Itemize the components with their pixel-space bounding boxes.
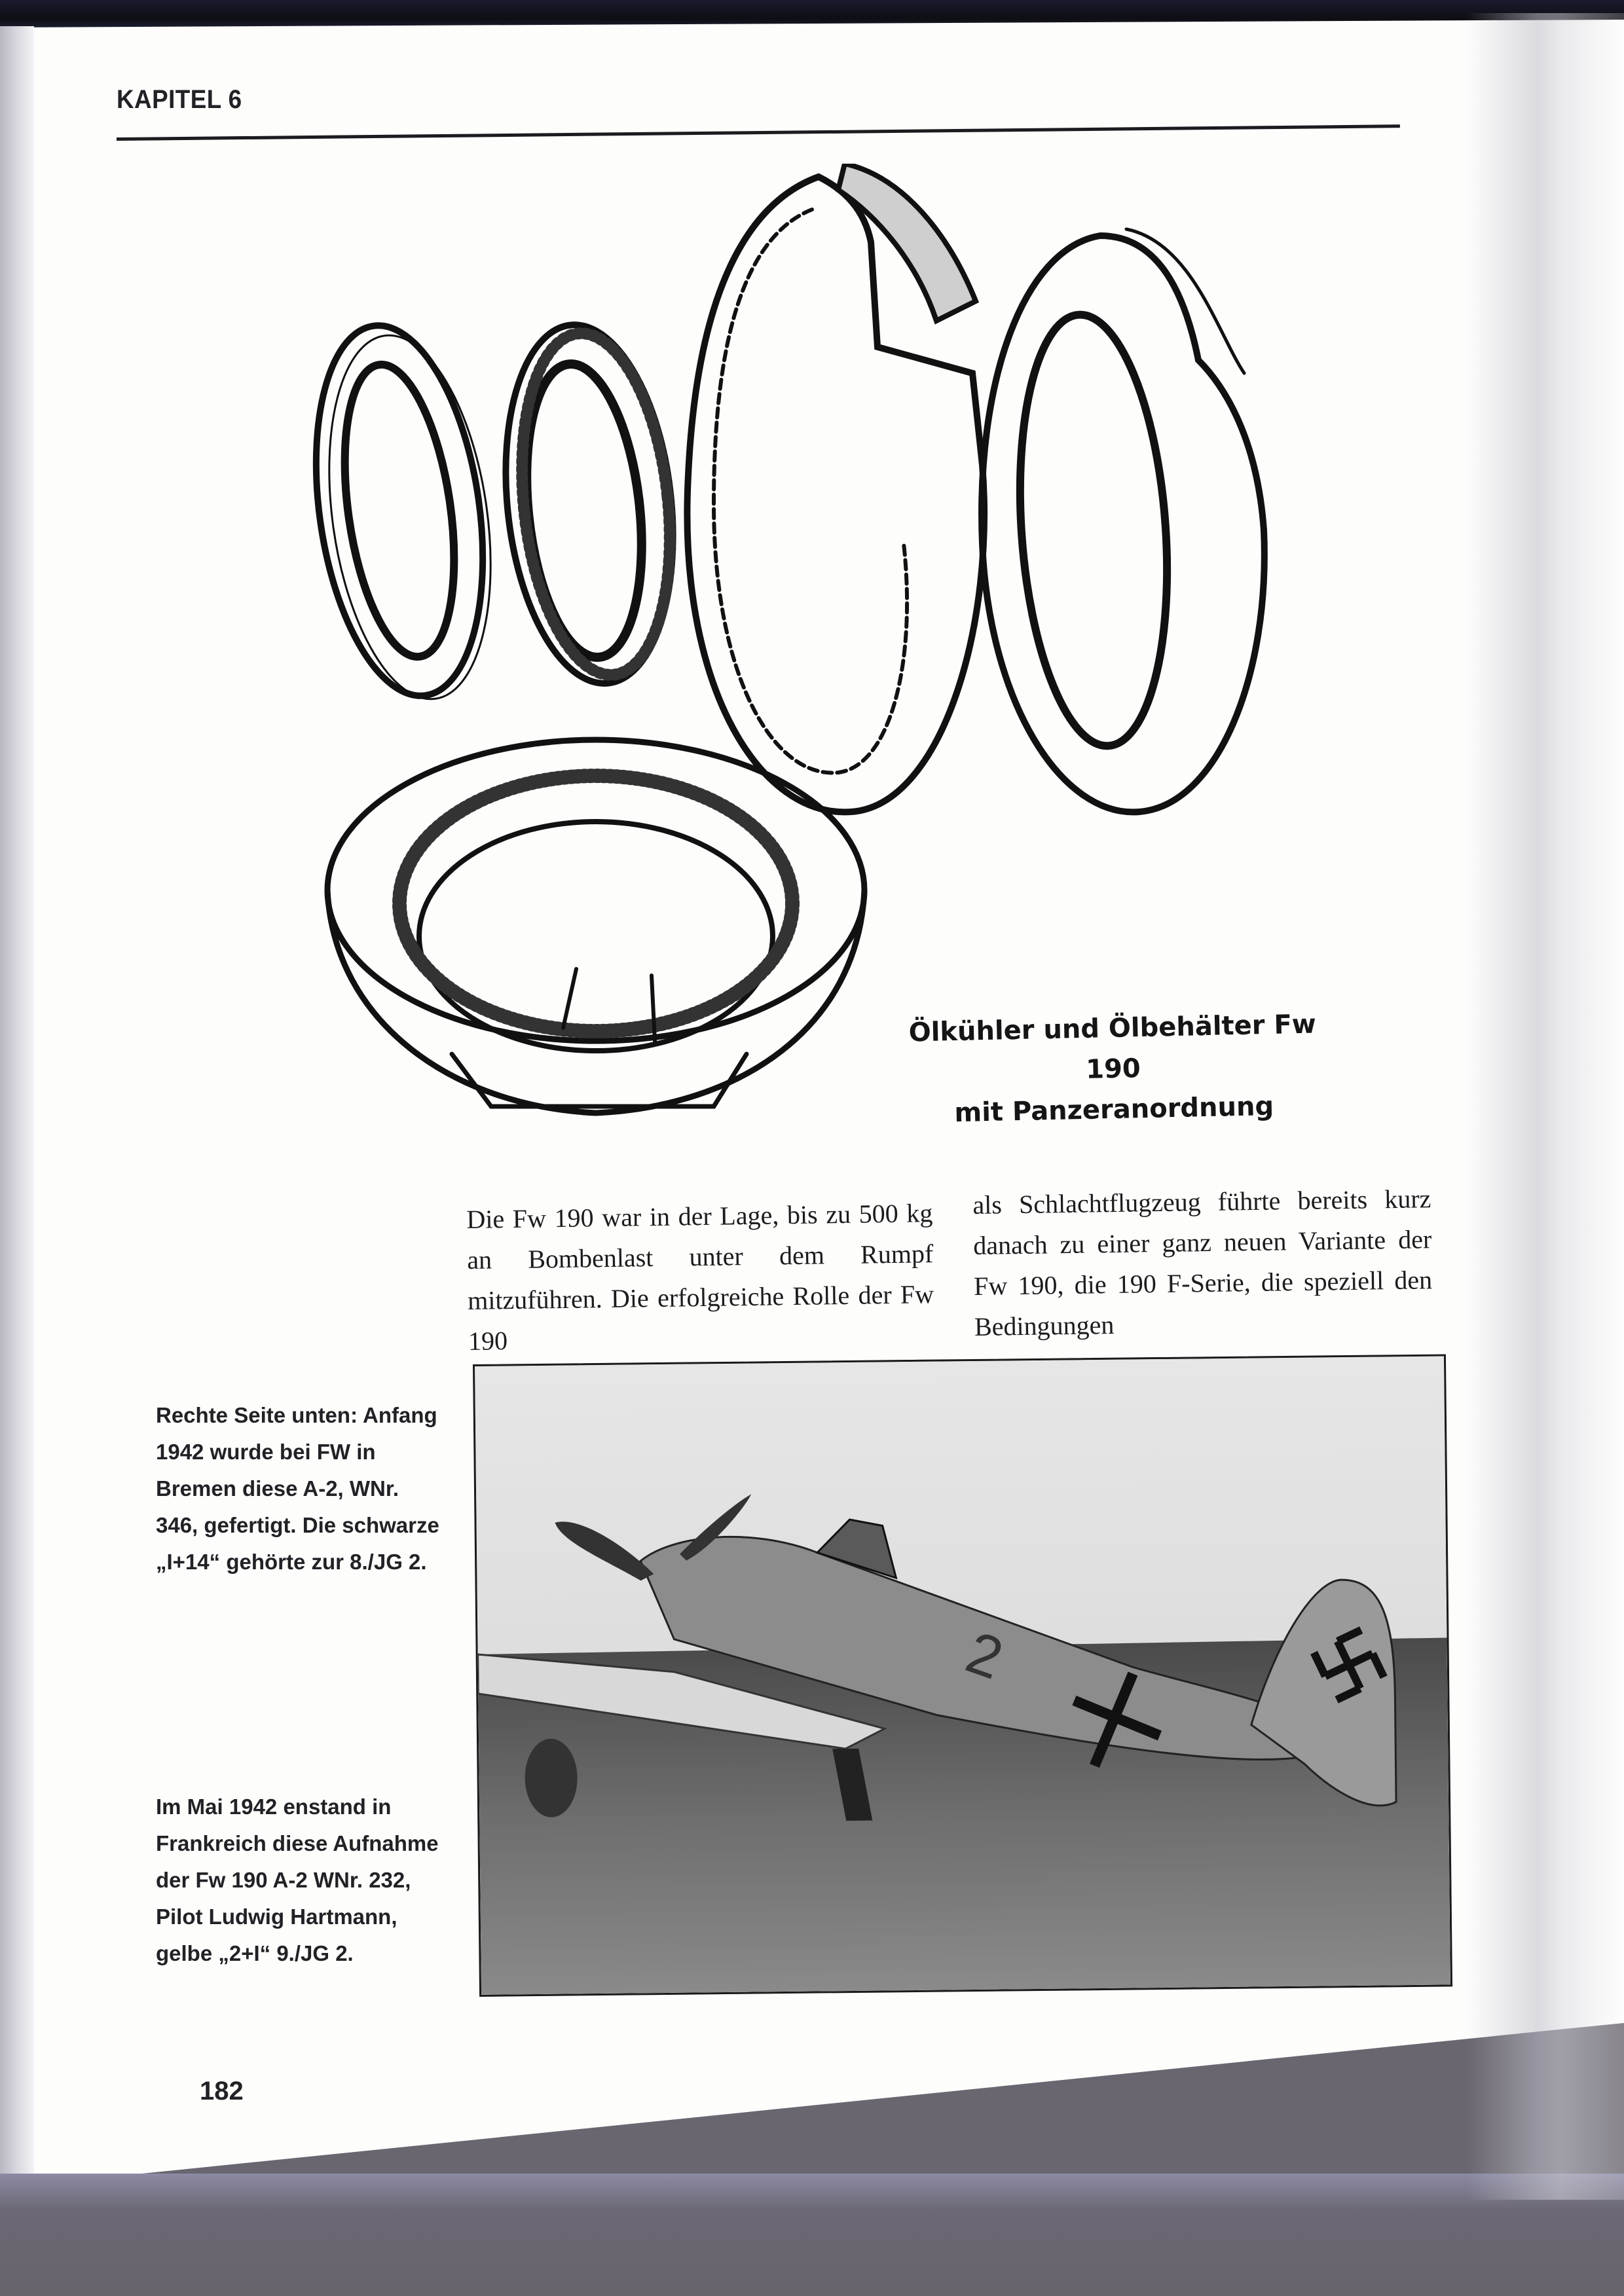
aircraft-photo-image [475, 1356, 1450, 1994]
ring-2 [489, 316, 690, 691]
book-gutter-shadow [1467, 13, 1624, 2200]
ring-1 [295, 315, 512, 710]
technical-illustration [288, 164, 1310, 1146]
chapter-header: KAPITEL 6 [117, 85, 242, 114]
notch-piece [838, 164, 976, 321]
side-caption-lower: Im Mai 1942 enstand in Frankreich diese Aufnahme der Fw 190 A-2 WNr. 232, Pilot Ludwig Hartmann, gelbe „2+I“ 9./JG 2. [156, 1795, 439, 1965]
page-left-edge [0, 26, 34, 2180]
figure-caption-line-2: mit Panzeranordnung [954, 1091, 1274, 1129]
figure-caption [883, 1004, 1344, 1135]
side-caption-upper: Rechte Seite unten: Anfang 1942 wurde bei FW in Bremen diese A-2, WNr. 346, gefertigt. Die schwarze „I+14“ gehörte zur 8./JG 2. [156, 1403, 439, 1574]
fuselage-number: 2 [958, 1619, 1011, 1692]
ring-4 [982, 229, 1264, 812]
body-column-1: Die Fw 190 war in der Lage, bis zu 500 kg an Bombenlast unter dem Rumpf mitzuführen. Die erfolgreiche Rolle der Fw 190 [466, 1198, 934, 1356]
figure-caption-line-1: Ölkühler und Ölbehälter Fw 190 [908, 1009, 1317, 1085]
body-column-2: als Schlachtflugzeug führte bereits kurz danach zu einer ganz neuen Variante der Fw 190, die 190 F-Serie, die speziell den Bedingungen [972, 1184, 1433, 1341]
oil-tank-assembly [327, 740, 864, 1113]
aircraft-photo [473, 1354, 1452, 1997]
page-number: 182 [200, 2077, 244, 2105]
scanner-bottom-area [0, 2174, 1624, 2296]
